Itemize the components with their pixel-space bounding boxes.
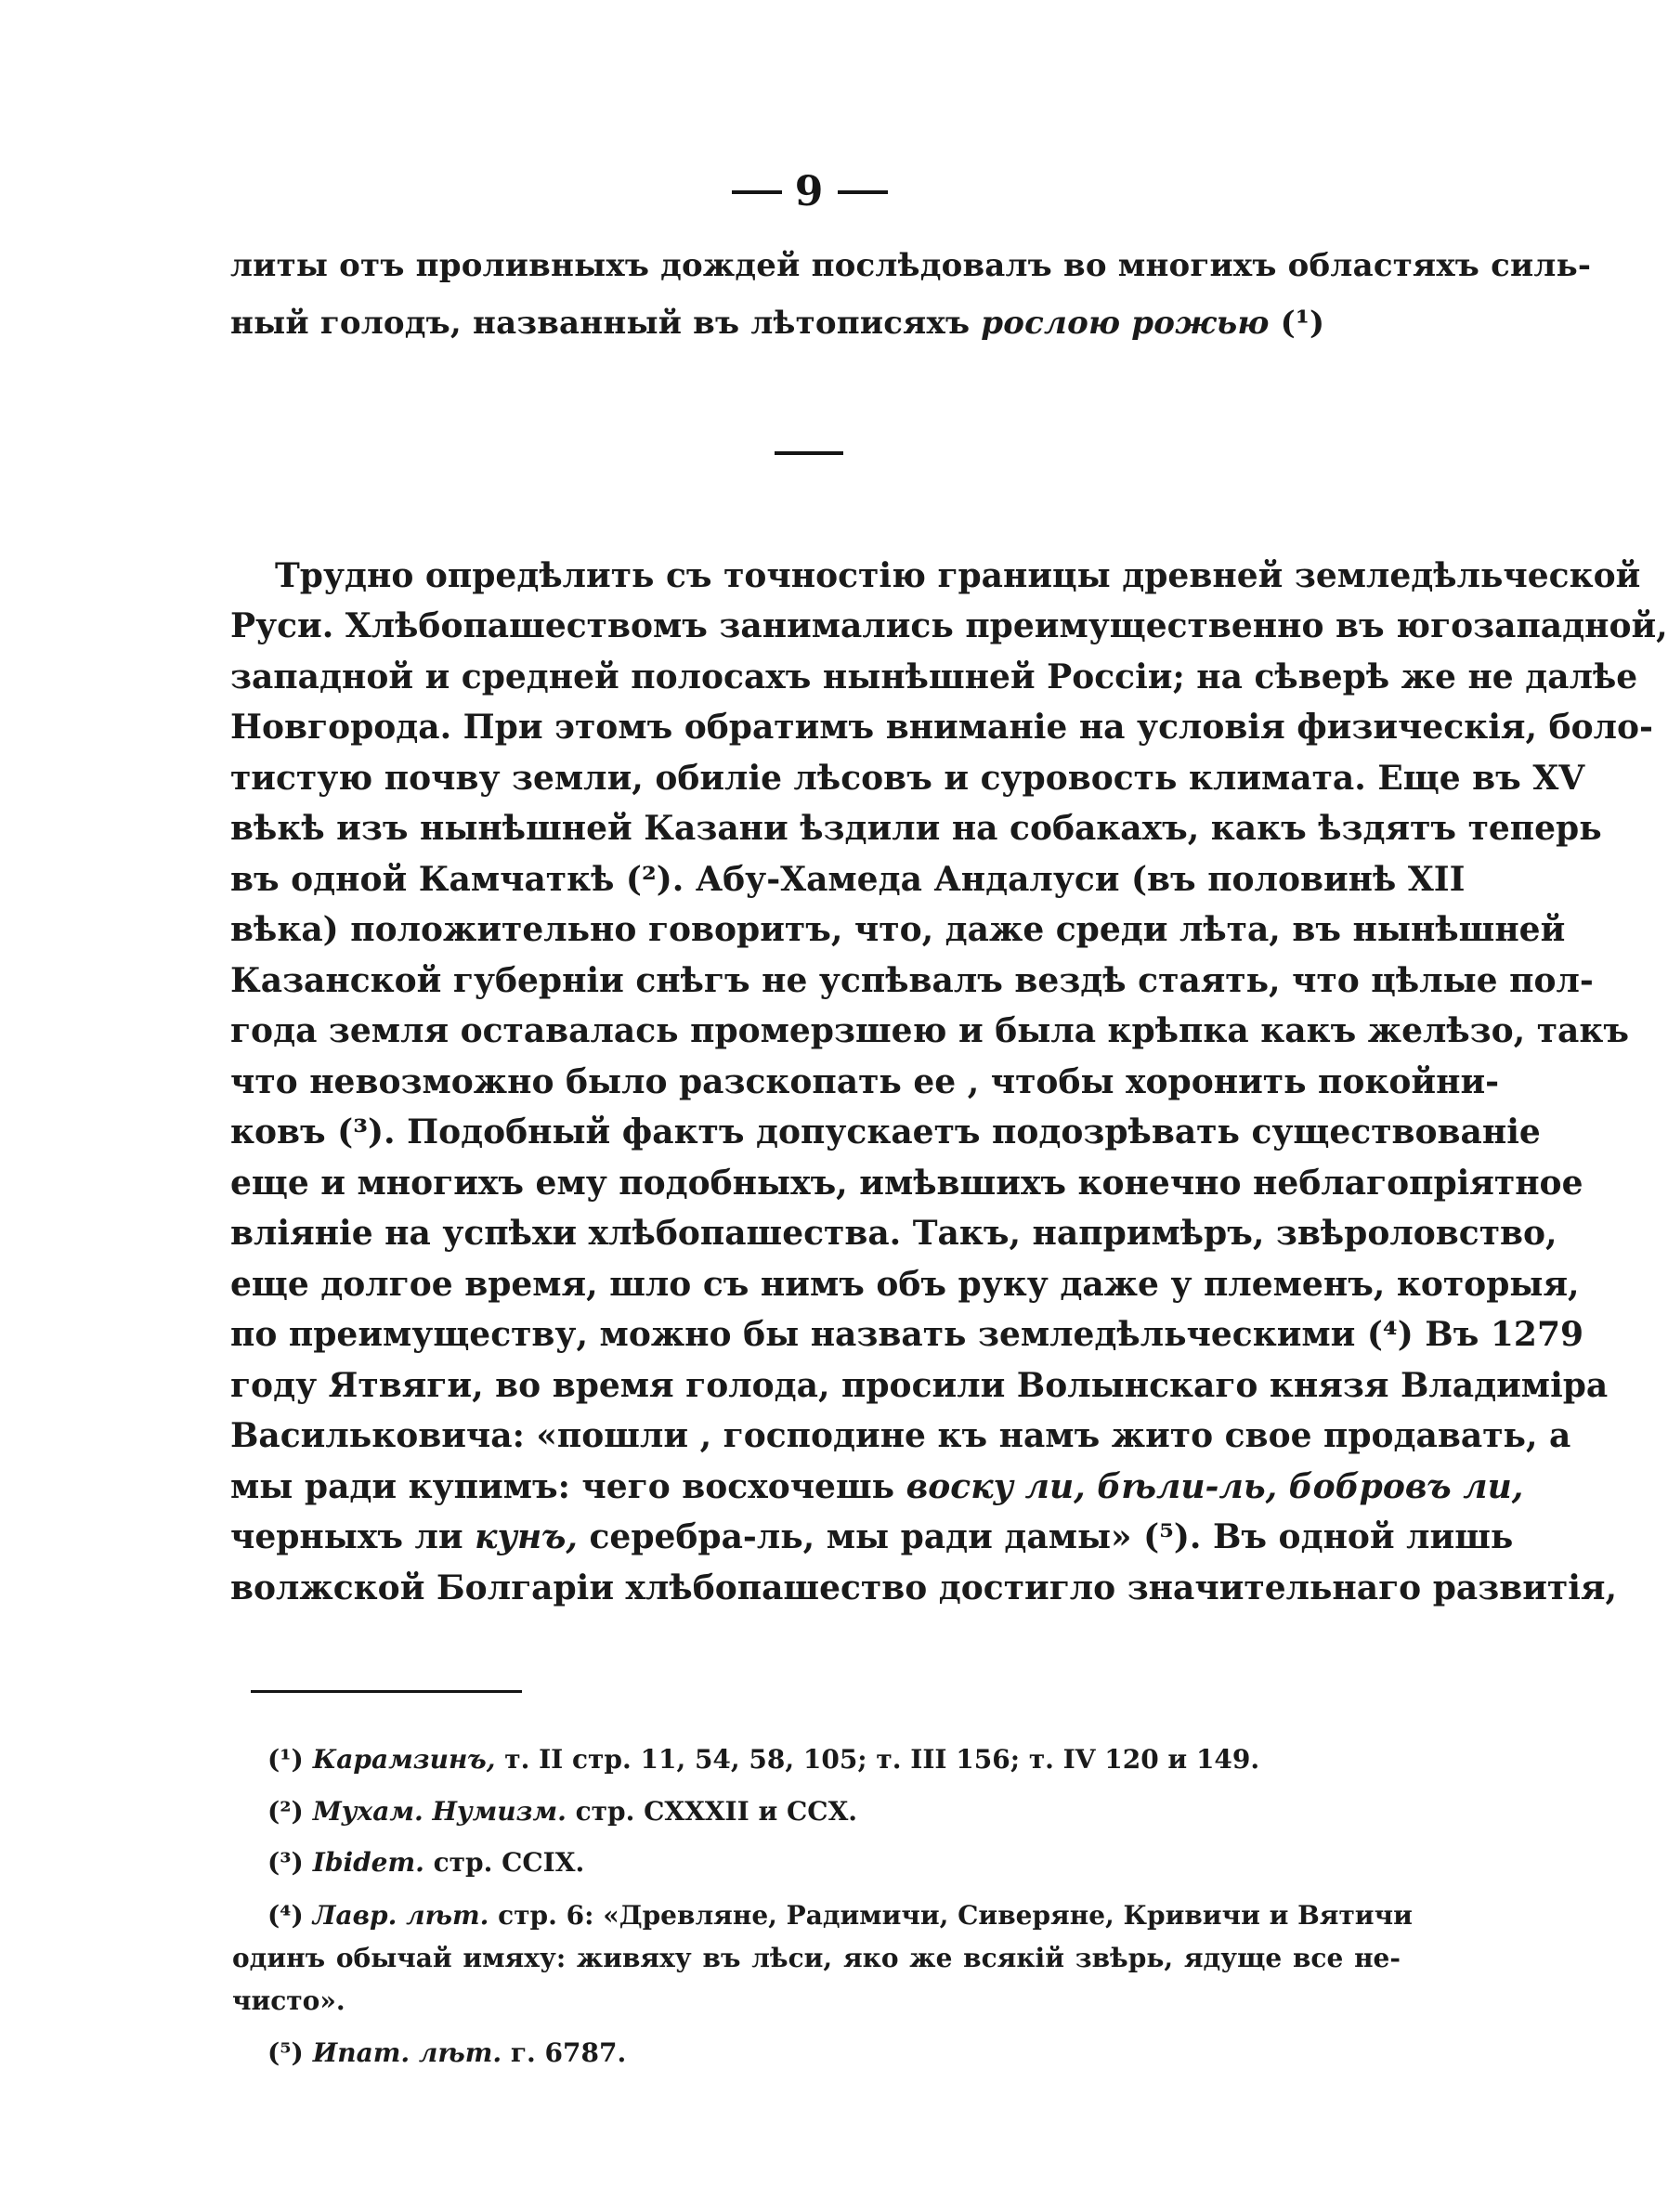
footnote-4-line-2: одинъ обычай имяху: живяху въ лѣси, яко же всякій звѣрь, ядуще все не- [232,1943,1401,1973]
main-paragraph-line-12: ковъ (³). Подобный фактъ допускаетъ подозрѣвать существованіе [230,1113,1541,1152]
main-paragraph-line-2: Руси. Хлѣбопашествомъ занимались преимущественно въ югозападной, [230,606,1668,645]
main-paragraph-line-6: вѣкѣ изъ нынѣшней Казани ѣздили на собакахъ, какъ ѣздятъ теперь [230,809,1602,848]
line20-suffix: серебра-ль, мы ради дамы» (⁵). Въ одной лишь [589,1517,1514,1556]
footnote-3 [267,1841,584,1884]
right-dash [838,190,888,194]
footnote-5-text: г. 6787. [510,2037,627,2068]
main-paragraph-line-9: Казанской губерніи снѣгъ не успѣвалъ вездѣ стаять, что цѣлые пол- [230,961,1594,1000]
main-paragraph-line-21: волжской Болгаріи хлѣбопашество достигло значительнаго развитія, [230,1568,1618,1607]
footnote-2-label: (²) [267,1796,304,1827]
footnote-1-label: (¹) [267,1744,304,1775]
footnote-3-source: Ibidem. [312,1847,424,1878]
footnote-4-line-3: чисто». [232,1985,345,2016]
footnote-3-text: стр. CCIX. [433,1847,585,1878]
footnote-1-source: Карамзинъ, [312,1744,496,1775]
line19-italic-3: бобровъ ли, [1288,1467,1524,1506]
main-paragraph-line-19 [230,1461,1524,1513]
main-paragraph-line-8: вѣка) положительно говоритъ, что, даже среди лѣта, въ нынѣшней [230,910,1566,949]
main-paragraph-line-17: году Ятвяги, во время голода, просили Волынскаго князя Владиміра [230,1366,1609,1405]
footnote-ref: (¹) [1280,305,1325,342]
line19-italic-1: воску ли, [906,1467,1086,1506]
main-paragraph-line-4: Новгорода. При этомъ обратимъ вниманіе на условія физическія, боло- [230,708,1653,747]
footnote-2 [267,1790,857,1833]
main-paragraph-line-13: еще и многихъ ему подобныхъ, имѣвшихъ конечно неблагопріятное [230,1164,1583,1203]
main-paragraph-line-5: тистую почву земли, обиліе лѣсовъ и суровость климата. Еще въ XV [230,759,1585,798]
main-paragraph-line-15: еще долгое время, шло съ нимъ объ руку даже у племенъ, которыя, [230,1265,1580,1304]
footnote-2-text: стр. CXXXII и CCX. [575,1796,858,1827]
page-number-header [0,165,1620,215]
footnote-2-source: Мухам. Нумизм. [312,1796,567,1827]
footnote-1-text: т. II стр. 11, 54, 58, 105; т. III 156; т. IV 120 и 149. [504,1744,1260,1775]
footnote-5-source: Ипат. лѣт. [312,2037,502,2068]
top-paragraph-line-1: литы отъ проливныхъ дождей послѣдовалъ во многихъ областяхъ силь- [230,247,1592,284]
main-paragraph-line-10: года земля оставалась промерзшею и была крѣпка какъ желѣзо, такъ [230,1011,1629,1050]
footnote-4-source: Лавр. лѣт. [312,1900,489,1931]
footnote-3-label: (³) [267,1847,304,1878]
main-paragraph-line-18: Васильковича: «пошли , господине къ намъ жито свое продавать, а [230,1416,1571,1455]
main-paragraph-line-7: въ одной Камчаткѣ (²). Абу-Хамеда Андалуси (въ половинѣ XII [230,860,1466,899]
footnote-4 [267,1894,1413,1937]
footnote-divider [251,1690,522,1693]
footnote-4-label: (⁴) [267,1900,304,1931]
left-dash [732,190,782,194]
top-paragraph-line-2 [230,297,1393,349]
section-divider [775,451,843,455]
main-paragraph-line-14: вліяніе на успѣхи хлѣбопашества. Такъ, напримѣръ, звѣроловство, [230,1214,1557,1253]
main-paragraph-line-11: что невозможно было разскопать ее , чтобы хоронить покойни- [230,1062,1500,1101]
main-paragraph-line-3: западной и средней полосахъ нынѣшней Россіи; на сѣверѣ же не далѣе [230,657,1638,696]
italic-phrase: рослою рожью [981,305,1270,342]
footnote-5 [267,2032,626,2075]
main-paragraph-line-20 [230,1511,1514,1563]
top-paragraph-text: ный голодъ, названный въ лѣтописяхъ [230,305,971,342]
line19-prefix: мы ради купимъ: чего восхочешь [230,1467,895,1506]
line19-italic-2: бѣли-ль, [1097,1467,1278,1506]
line20-italic: кунъ, [475,1517,578,1556]
page-number: 9 [794,168,826,215]
main-paragraph-line-16: по преимуществу, можно бы назвать земледѣльческими (⁴) Въ 1279 [230,1315,1584,1354]
footnote-4-text: стр. 6: «Древляне, Радимичи, Сиверяне, Кривичи и Вятичи [498,1900,1413,1931]
line20-prefix: черныхъ ли [230,1517,463,1556]
footnote-5-label: (⁵) [267,2037,304,2068]
footnote-1 [267,1738,1259,1781]
main-paragraph-line-1: Трудно опредѣлить съ точностію границы древней земледѣльческой [275,556,1641,595]
